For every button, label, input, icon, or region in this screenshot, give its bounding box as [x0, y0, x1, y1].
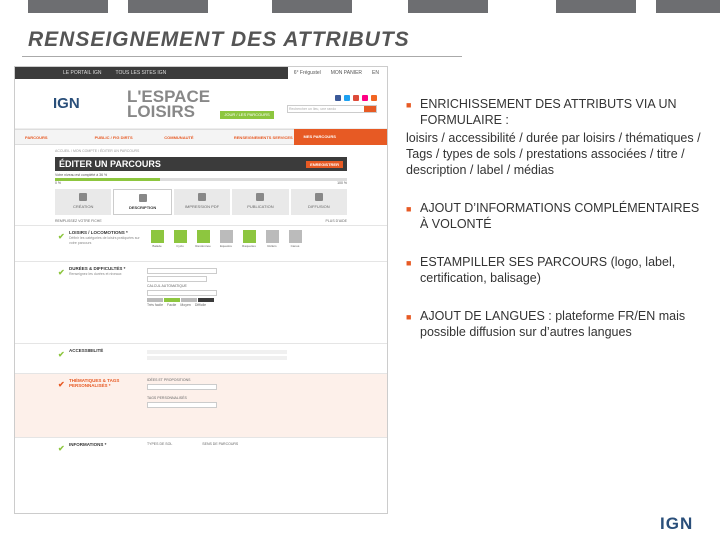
topnav-user[interactable]: 6° Frégustel — [293, 70, 321, 76]
category-rollers[interactable] — [262, 230, 282, 257]
topnav-link-portail[interactable]: LE PORTAIL IGN — [63, 70, 102, 76]
soil-label: TYPES DE SOL — [147, 442, 173, 446]
snowshoe-icon — [243, 230, 256, 243]
top-bar-segment — [408, 0, 488, 13]
step-publication[interactable] — [232, 189, 288, 215]
website-screenshot — [14, 66, 388, 514]
topnav-lang[interactable]: EN — [372, 70, 379, 76]
top-bar-segment — [556, 0, 636, 13]
top-bar-segment — [656, 0, 720, 13]
bullet-square-icon: ■ — [406, 100, 412, 110]
brand-line-2: LOISIRS — [127, 101, 196, 121]
section-title: LOISIRS / LOCOMOTIONS * — [69, 230, 128, 235]
completion-progress — [55, 173, 347, 185]
check-icon: ✔ — [58, 232, 65, 241]
top-bar-segment — [128, 0, 208, 13]
document-icon — [139, 194, 147, 202]
tags-input[interactable] — [147, 402, 217, 408]
search-button[interactable] — [364, 106, 376, 112]
twitter-icon[interactable] — [344, 95, 350, 101]
category-label: Raquettes — [242, 244, 256, 248]
progress-max: 100 % — [337, 181, 347, 185]
bullet-rest: : plateforme FR/EN mais possible diffusion sur d’autres langues — [420, 309, 686, 339]
printer-icon — [198, 193, 206, 201]
category-balade[interactable] — [147, 230, 167, 257]
section-accessibilite — [15, 343, 387, 373]
duration-input[interactable] — [147, 276, 207, 282]
check-icon: ✔ — [58, 380, 65, 389]
top-decoration-bars — [0, 0, 720, 14]
menu-item-services[interactable]: RENSEIGNEMENTS SERVICES — [233, 134, 293, 140]
subhead-left: REMPLISSEZ VOTRE FICHE — [55, 219, 102, 223]
theme-select[interactable] — [147, 384, 217, 390]
menu-item-mes-parcours[interactable]: MES PARCOURS — [294, 129, 387, 145]
facebook-icon[interactable] — [335, 95, 341, 101]
bullet-item — [406, 308, 706, 340]
site-header — [15, 79, 387, 129]
difficulty-label: Difficile — [194, 303, 207, 307]
bullet-square-icon: ■ — [406, 204, 412, 214]
category-label: Randonnée — [195, 244, 211, 248]
site-top-nav — [15, 67, 387, 79]
ign-logo[interactable]: IGN — [53, 95, 80, 112]
themes-form — [147, 378, 387, 433]
walk-icon — [151, 230, 164, 243]
category-randonnee[interactable] — [193, 230, 213, 257]
bullet-head: AJOUT D’INFORMATIONS COMPLÉMENTAIRES À VOLONTÉ — [420, 201, 700, 231]
step-diffusion[interactable] — [291, 189, 347, 215]
flag-icon — [79, 193, 87, 201]
theme-label: IDÉES ET PROPOSITIONS — [147, 378, 191, 382]
step-label: CRÉATION — [73, 204, 94, 209]
breadcrumb: ACCUEIL / MON COMPTE / ÉDITER UN PARCOURS — [55, 149, 140, 153]
bullet-square-icon: ■ — [406, 312, 412, 322]
category-label: Canoé — [290, 244, 300, 248]
calc-select[interactable] — [147, 290, 217, 296]
help-link[interactable]: PLUS D'AIDE — [325, 219, 347, 223]
section-informations — [15, 437, 387, 477]
access-option[interactable] — [147, 350, 287, 354]
section-thematiques — [15, 373, 387, 437]
category-label: Balade — [152, 244, 162, 248]
duration-select[interactable] — [147, 268, 217, 274]
search-input[interactable] — [287, 105, 377, 113]
step-creation[interactable] — [55, 189, 111, 215]
horse-icon — [220, 230, 233, 243]
form-subheader — [55, 219, 347, 223]
bullet-head: ENRICHISSEMENT DES ATTRIBUTS VIA UN FORMULAIRE — [420, 97, 677, 127]
check-icon: ✔ — [58, 444, 65, 453]
flickr-icon[interactable] — [362, 95, 368, 101]
bullet-rest: : — [501, 113, 509, 127]
step-label: IMPRESSION PDF — [184, 204, 220, 209]
my-routes-button[interactable]: JOUR / LES PARCOURS — [220, 111, 274, 119]
slide-title: RENSEIGNEMENT DES ATTRIBUTS — [28, 28, 410, 51]
calc-label: CALCUL AUTOMATIQUE — [147, 284, 187, 288]
title-rule — [22, 56, 462, 57]
direction-label: SENS DE PARCOURS — [202, 442, 239, 446]
tags-label: TAGS PERSONNALISÉS — [147, 396, 187, 400]
menu-item-public[interactable]: PUBLIC / FIG DIRTS — [94, 134, 133, 140]
section-title: ACCESSIBILITÉ — [69, 348, 104, 353]
category-label: Equestre — [219, 244, 232, 248]
bullet-item — [406, 96, 706, 178]
bullet-item — [406, 254, 706, 286]
step-label: PUBLICATION — [247, 204, 274, 209]
roller-icon — [266, 230, 279, 243]
check-icon: ✔ — [58, 268, 65, 277]
access-option[interactable] — [147, 356, 287, 360]
top-bar-segment — [28, 0, 108, 13]
category-label: Cyclo — [176, 244, 184, 248]
search-placeholder: Rechercher un lieu, une rando — [289, 106, 337, 111]
bullet-head: AJOUT DE LANGUES — [420, 309, 545, 323]
rss-icon[interactable] — [371, 95, 377, 101]
social-and-search — [287, 95, 377, 113]
page-title-bar — [55, 157, 347, 171]
topnav-link-sites[interactable]: TOUS LES SITES IGN — [115, 70, 167, 76]
menu-item-parcours[interactable]: PARCOURS — [25, 134, 48, 140]
section-desc: Renseignez les durées et niveaux — [69, 272, 122, 276]
bullet-head: ESTAMPILLER SES PARCOURS — [420, 255, 608, 269]
check-icon: ✔ — [58, 350, 65, 359]
youtube-icon[interactable] — [353, 95, 359, 101]
main-menu — [15, 129, 387, 145]
accessibility-options — [147, 348, 387, 369]
ign-footer-logo: IGN — [660, 514, 694, 533]
share-icon — [315, 193, 323, 201]
category-equestre[interactable] — [216, 230, 236, 257]
bullet-list — [406, 96, 706, 362]
leisure-categories — [147, 230, 305, 257]
canoe-icon — [289, 230, 302, 243]
duration-form — [147, 266, 387, 339]
difficulty-label: Très facile — [147, 303, 164, 307]
step-impression[interactable] — [174, 189, 230, 215]
brand-line-1: L'ESPACE — [127, 86, 211, 106]
publish-icon — [256, 193, 264, 201]
difficulty-label: Moyen — [180, 303, 191, 307]
difficulty-scale[interactable] — [147, 298, 387, 302]
step-label: DESCRIPTION — [128, 205, 157, 210]
hike-icon — [197, 230, 210, 243]
topnav-cart[interactable]: MON PANIER — [330, 70, 363, 76]
category-raquettes[interactable] — [239, 230, 259, 257]
progress-min: 0 % — [55, 181, 62, 185]
bike-icon — [174, 230, 187, 243]
bullet-detail: loisirs / accessibilité / durée par loisirs / thématiques / Tags / types de sols / prestations associées / titre / description / label / médias — [406, 131, 701, 177]
brand-name — [127, 86, 211, 121]
step-label: DIFFUSION — [308, 204, 330, 209]
bullet-square-icon: ■ — [406, 258, 412, 268]
page-title: ÉDITER UN PARCOURS — [59, 159, 161, 169]
bullet-rest: (logo, label, certification, balisage) — [420, 255, 676, 285]
save-button[interactable]: ENREGISTRER — [306, 161, 343, 168]
category-canoe[interactable] — [285, 230, 305, 257]
difficulty-label: Facile — [167, 303, 177, 307]
section-title: DURÉES & DIFFICULTÉS * — [69, 266, 126, 271]
progress-label: Votre niveau est complété à 36 % — [55, 173, 108, 177]
menu-item-communaute[interactable]: COMMUNAUTÉ — [164, 134, 194, 140]
top-bar-segment — [272, 0, 352, 13]
section-durees — [15, 261, 387, 343]
category-label: Rollers — [267, 244, 277, 248]
section-loisirs — [15, 225, 387, 261]
category-cyclo[interactable] — [170, 230, 190, 257]
step-description[interactable] — [113, 189, 171, 215]
info-form — [147, 442, 387, 473]
section-title: INFORMATIONS * — [69, 442, 107, 447]
bullet-item — [406, 200, 706, 232]
section-desc: Définir les catégories de loisirs pratiquées sur votre parcours — [69, 236, 140, 245]
edit-steps — [55, 189, 347, 215]
section-title: THÉMATIQUES & TAGS PERSONNALISÉS * — [69, 378, 120, 388]
